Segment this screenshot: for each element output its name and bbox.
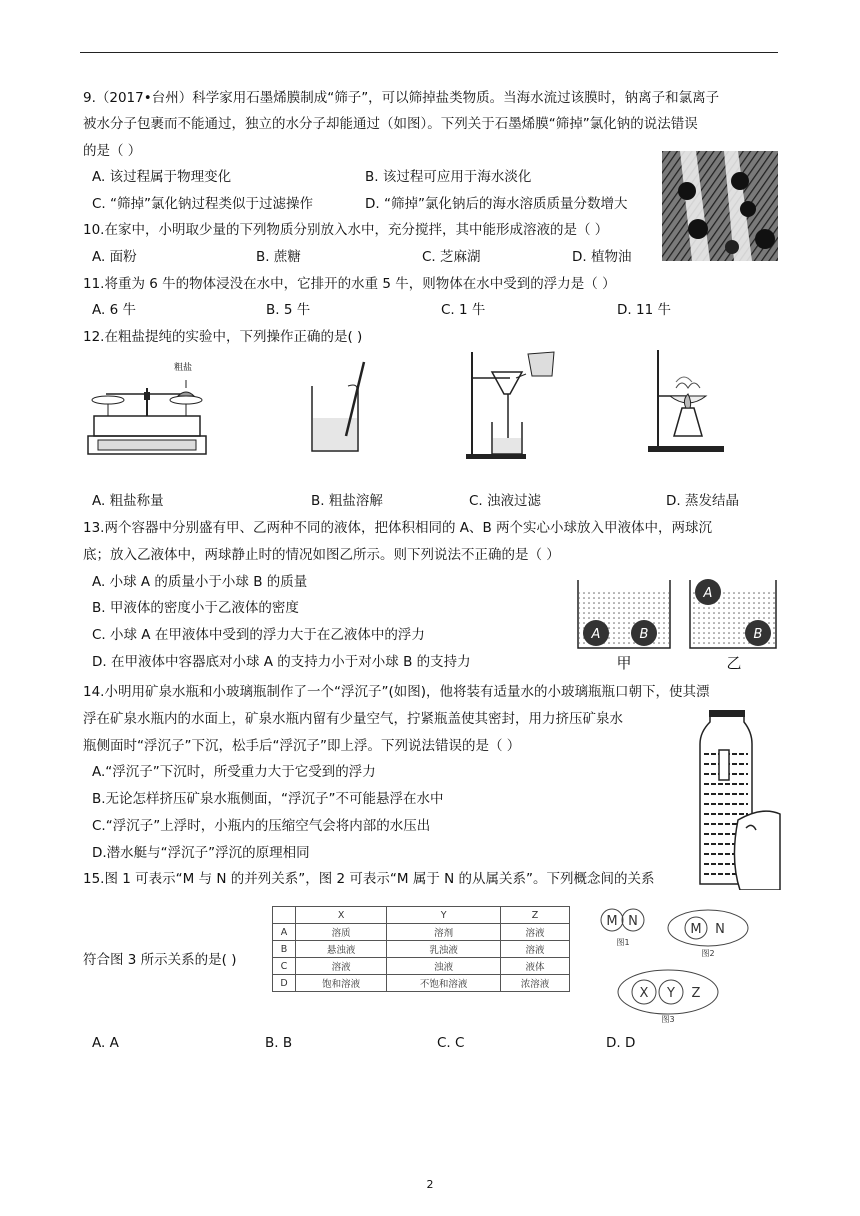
fig2-n-label: N [715, 922, 725, 937]
table-cell: 溶液 [500, 941, 569, 958]
q11-option-d: D. 11 牛 [617, 302, 671, 318]
fig3-y-label: Y [667, 986, 675, 1001]
fig1-n-label: N [628, 914, 638, 929]
table-row [273, 958, 570, 975]
q9-stem-2: 被水分子包裹而不能通过，独立的水分子却能通过（如图）。下列关于石墨烯膜“筛掉”氯化钠的说法错误 [83, 116, 698, 132]
ball-a-right-label: A [703, 586, 713, 601]
table-cell: 不饱和溶液 [387, 975, 501, 992]
graphene-membrane-figure [662, 151, 778, 261]
q14-option-a: A.“浮沉子”下沉时，所受重力大于它受到的浮力 [92, 764, 376, 780]
fig2-m-label: M [690, 922, 702, 937]
table-cell: 溶质 [296, 924, 387, 941]
q12-stem: 12.在粗盐提纯的实验中，下列操作正确的是( ) [83, 329, 363, 345]
q9-option-a: A. 该过程属于物理变化 [92, 169, 232, 185]
table-cell: 饱和溶液 [296, 975, 387, 992]
q15-option-c: C. C [437, 1035, 465, 1051]
q14-option-b: B.无论怎样挤压矿泉水瓶侧面，“浮沉子”不可能悬浮在水中 [92, 791, 444, 807]
q15-option-b: B. B [265, 1035, 293, 1051]
table-cell: B [273, 941, 296, 958]
table-cell: 溶液 [296, 958, 387, 975]
q11-option-a: A. 6 牛 [92, 302, 136, 318]
concept-table [272, 906, 570, 992]
fig3-z-label: Z [691, 986, 701, 1001]
fig1-caption: 图1 [616, 938, 630, 947]
table-cell: C [273, 958, 296, 975]
table-cell: 溶剂 [387, 924, 501, 941]
table-header-cell: Z [500, 907, 569, 924]
q12-option-d: D. 蒸发结晶 [666, 493, 739, 509]
q13-option-b: B. 甲液体的密度小于乙液体的密度 [92, 600, 299, 616]
q14-option-c: C.“浮沉子”上浮时，小瓶内的压缩空气会将内部的水压出 [92, 818, 431, 834]
table-cell: A [273, 924, 296, 941]
q12-option-b: B. 粗盐溶解 [311, 493, 383, 509]
table-header-cell [273, 907, 296, 924]
q10-option-d: D. 植物油 [572, 249, 632, 265]
table-header-cell: Y [387, 907, 501, 924]
beaker-stirring-figure [308, 356, 370, 456]
q14-stem-1: 14.小明用矿泉水瓶和小玻璃瓶制作了一个“浮沉子”(如图)，他将装有适量水的小玻璃瓶瓶口朝下，使其漂 [83, 684, 710, 700]
fig2-caption: 图2 [701, 949, 715, 958]
table-cell: 悬浊液 [296, 941, 387, 958]
evaporation-figure [646, 348, 726, 456]
q9-stem-1: 9.（2017•台州）科学家用石墨烯膜制成“筛子”，可以筛掉盐类物质。当海水流过该膜时，钠离子和氯离子 [83, 90, 720, 106]
q12-option-a: A. 粗盐称量 [92, 493, 164, 509]
header-rule [80, 52, 778, 53]
floating-balls-figure [572, 576, 780, 672]
q9-option-b: B. 该过程可应用于海水淡化 [365, 169, 532, 185]
q9-option-c: C. “筛掉”氯化钠过程类似于过滤操作 [92, 196, 313, 212]
figure-jia-label: 甲 [616, 654, 632, 672]
balance-salt-label: 粗盐 [174, 363, 193, 373]
figure-yi-label: 乙 [726, 654, 742, 672]
q13-option-c: C. 小球 A 在甲液体中受到的浮力大于在乙液体中的浮力 [92, 627, 425, 643]
table-row [273, 924, 570, 941]
ball-b-left-label: B [639, 627, 649, 642]
q13-stem-2: 底；放入乙液体中，两球静止时的情况如图乙所示。则下列说法不正确的是（ ） [83, 547, 560, 563]
table-header-row [273, 907, 570, 924]
q15-stem-2: 符合图 3 所示关系的是( ) [83, 952, 237, 968]
page-number: 2 [426, 1178, 434, 1191]
q12-option-c: C. 浊液过滤 [469, 493, 542, 509]
fig3-x-label: X [639, 986, 649, 1001]
q13-stem-1: 13.两个容器中分别盛有甲、乙两种不同的液体，把体积相同的 A、B 两个实心小球放入甲液体中，两球沉 [83, 520, 713, 536]
q9-option-d: D. “筛掉”氯化钠后的海水溶质质量分数增大 [365, 196, 628, 212]
table-cell: 浓溶液 [500, 975, 569, 992]
ball-a-left-label: A [591, 627, 601, 642]
q10-option-c: C. 芝麻湖 [422, 249, 481, 265]
filtration-figure [462, 350, 558, 462]
q14-option-d: D.潜水艇与“浮沉子”浮沉的原理相同 [92, 845, 310, 861]
table-cell: 浊液 [387, 958, 501, 975]
q10-option-a: A. 面粉 [92, 249, 137, 265]
table-row [273, 941, 570, 958]
q11-stem: 11.将重为 6 牛的物体浸没在水中，它排开的水重 5 牛，则物体在水中受到的浮力是（ ） [83, 276, 616, 292]
table-row [273, 975, 570, 992]
q15-stem-1: 15.图 1 可表示“M 与 N 的并列关系”，图 2 可表示“M 属于 N 的从属关系”。下列概念间的关系 [83, 871, 655, 887]
q9-stem-3: 的是（ ） [83, 143, 142, 159]
table-cell: 液体 [500, 958, 569, 975]
q14-stem-3: 瓶侧面时“浮沉子”下沉，松手后“浮沉子”即上浮。下列说法错误的是（ ） [83, 738, 521, 754]
q15-option-a: A. A [92, 1035, 119, 1051]
table-cell: D [273, 975, 296, 992]
q15-option-d: D. D [606, 1035, 636, 1051]
ball-b-right-label: B [753, 627, 763, 642]
q14-stem-2: 浮在矿泉水瓶内的水面上，矿泉水瓶内留有少量空气，拧紧瓶盖使其密封，用力挤压矿泉水 [83, 711, 623, 727]
q13-option-d: D. 在甲液体中容器底对小球 A 的支持力小于对小球 B 的支持力 [92, 654, 471, 670]
q10-option-b: B. 蔗糖 [256, 249, 301, 265]
fig1-m-label: M [606, 914, 618, 929]
q11-option-c: C. 1 牛 [441, 302, 486, 318]
table-cell: 溶液 [500, 924, 569, 941]
q10-stem: 10.在家中，小明取少量的下列物质分别放入水中，充分搅拌，其中能形成溶液的是（ ） [83, 222, 609, 238]
q11-option-b: B. 5 牛 [266, 302, 311, 318]
venn-relationship-figures [596, 900, 758, 1024]
table-header-cell: X [296, 907, 387, 924]
q13-option-a: A. 小球 A 的质量小于小球 B 的质量 [92, 574, 308, 590]
table-cell: 乳浊液 [387, 941, 501, 958]
fig3-caption: 图3 [661, 1015, 675, 1024]
cartesian-diver-figure [690, 710, 782, 890]
